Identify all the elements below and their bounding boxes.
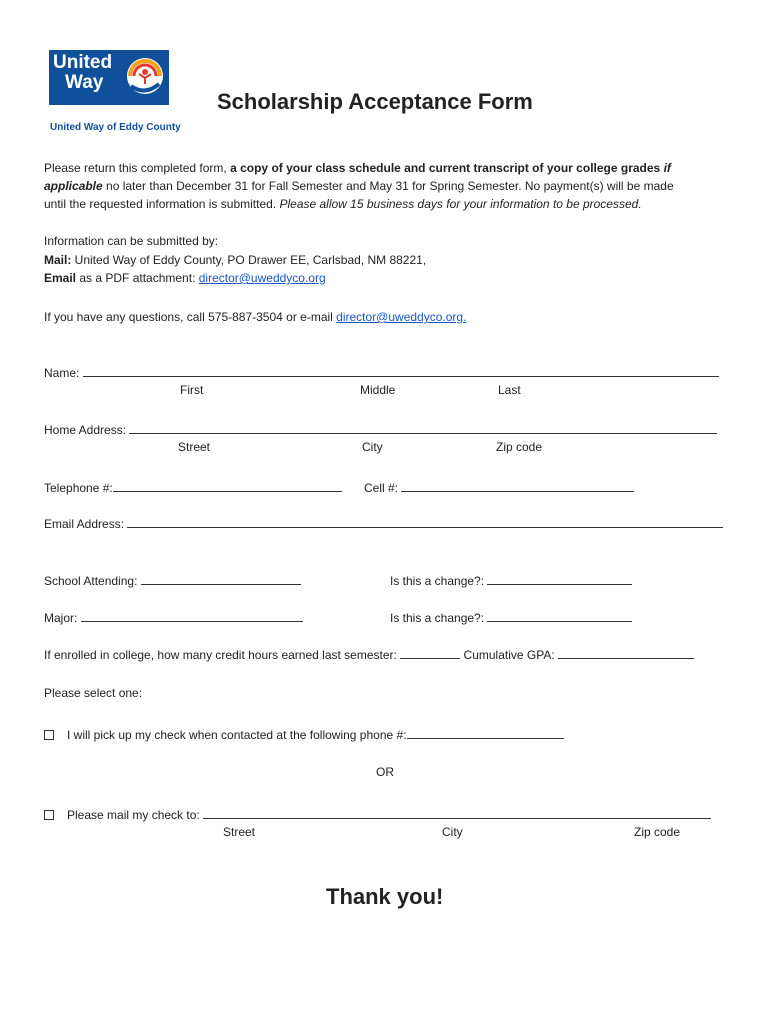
cell-field[interactable] xyxy=(401,481,634,492)
gpa-label: Cumulative GPA: xyxy=(460,648,558,662)
name-label: Name: xyxy=(44,366,83,380)
intro-line-2 xyxy=(44,177,674,195)
mail-sub-city: City xyxy=(442,825,463,839)
pickup-label: I will pick up my check when contacted at the following phone #: xyxy=(67,728,407,742)
intro-applicable: applicable xyxy=(44,179,103,193)
name-sub-last: Last xyxy=(498,383,521,397)
mail-check-label: Please mail my check to: xyxy=(67,808,204,822)
page-title: Scholarship Acceptance Form xyxy=(217,89,533,114)
name-field[interactable] xyxy=(83,366,719,377)
school-change-field[interactable] xyxy=(487,574,632,585)
pickup-row xyxy=(67,726,564,744)
address-row xyxy=(44,421,717,439)
intro-line-1 xyxy=(44,159,671,177)
school-field[interactable] xyxy=(141,574,301,585)
school-change-label: Is this a change?: xyxy=(390,574,488,588)
intro-if: if xyxy=(663,161,671,175)
cell-label: Cell #: xyxy=(364,481,402,495)
major-change-label: Is this a change?: xyxy=(390,611,488,625)
major-label: Major: xyxy=(44,611,81,625)
email-row xyxy=(44,515,723,533)
pickup-phone-field[interactable] xyxy=(407,728,564,739)
name-sub-first: First xyxy=(180,383,204,397)
email-link[interactable]: director@uweddyco.org xyxy=(198,271,326,285)
mail-address: United Way of Eddy County, PO Drawer EE, Carlsbad, NM 88221, xyxy=(71,253,427,267)
mail-label: Mail: xyxy=(44,253,72,267)
name-sub-middle: Middle xyxy=(360,383,396,397)
major-row xyxy=(44,609,303,627)
mail-sub-street: Street xyxy=(223,825,256,839)
or-label: OR xyxy=(376,765,394,779)
intro-text-2: no later than December 31 for Fall Semester and May 31 for Spring Semester. No payment(s) will be made xyxy=(102,179,674,193)
credits-field[interactable] xyxy=(400,648,460,659)
major-change-row xyxy=(390,609,632,627)
hand-person-rainbow-icon xyxy=(125,56,165,98)
logo-wordmark xyxy=(53,53,112,93)
intro-italic-note: Please allow 15 business days for your information to be processed. xyxy=(279,197,642,211)
name-row xyxy=(44,364,719,382)
questions-email-link[interactable]: director@uweddyco.org. xyxy=(336,310,467,324)
major-change-field[interactable] xyxy=(487,611,632,622)
email-label: Email xyxy=(44,271,77,285)
address-sub-city: City xyxy=(362,440,383,454)
email-line xyxy=(44,269,326,287)
mail-check-row xyxy=(67,806,711,824)
logo-line1: United xyxy=(53,52,113,73)
select-header: Please select one: xyxy=(44,686,143,700)
intro-bold: a copy of your class schedule and current transcript of your college grades xyxy=(230,161,664,175)
logo-caption: United Way of Eddy County xyxy=(50,122,181,133)
telephone-row xyxy=(44,479,342,497)
gpa-field[interactable] xyxy=(558,648,694,659)
intro-text-1: Please return this completed form, xyxy=(44,161,231,175)
email-address-field[interactable] xyxy=(127,517,723,528)
credits-label: If enrolled in college, how many credit hours earned last semester: xyxy=(44,648,401,662)
school-change-row xyxy=(390,572,632,590)
major-field[interactable] xyxy=(81,611,303,622)
questions-text: If you have any questions, call 575-887-3504 or e-mail xyxy=(44,310,337,324)
address-label: Home Address: xyxy=(44,423,130,437)
email-address-label: Email Address: xyxy=(44,517,128,531)
telephone-label: Telephone #: xyxy=(44,481,113,495)
address-field[interactable] xyxy=(129,423,717,434)
mail-sub-zip: Zip code xyxy=(634,825,681,839)
united-way-logo xyxy=(49,50,169,105)
thank-you: Thank you! xyxy=(326,884,444,909)
telephone-field[interactable] xyxy=(113,481,342,492)
credits-row xyxy=(44,646,694,664)
logo-line2: Way xyxy=(65,72,104,93)
mail-line xyxy=(44,251,426,269)
submission-header: Information can be submitted by: xyxy=(44,234,219,248)
intro-line-3 xyxy=(44,195,642,213)
mail-check-field[interactable] xyxy=(203,808,711,819)
address-sub-zip: Zip code xyxy=(496,440,543,454)
email-text: as a PDF attachment: xyxy=(76,271,199,285)
school-row xyxy=(44,572,301,590)
address-sub-street: Street xyxy=(178,440,211,454)
school-label: School Attending: xyxy=(44,574,141,588)
intro-text-3: until the requested information is submitted. xyxy=(44,197,280,211)
questions-line xyxy=(44,308,466,326)
mail-checkbox[interactable] xyxy=(44,810,54,820)
cell-row xyxy=(364,479,634,497)
pickup-checkbox[interactable] xyxy=(44,730,54,740)
